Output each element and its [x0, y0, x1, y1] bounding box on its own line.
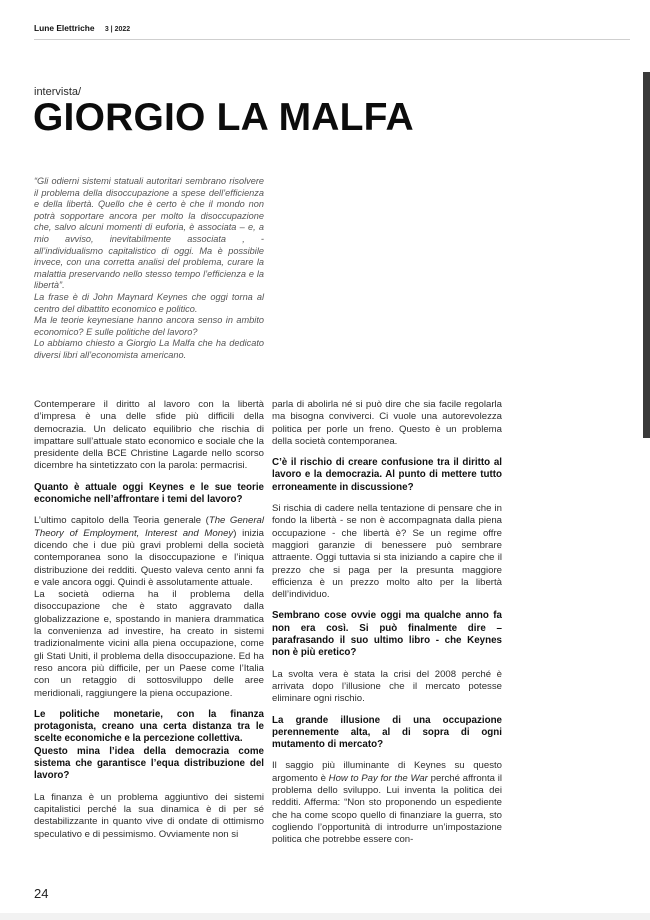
intro-paragraph: La frase è di John Maynard Keynes che oggi torna al centro del dibattito economico e politico.: [34, 291, 264, 314]
interview-question: La grande illusione di una occupazione perennemente alta, al di sopra di ogni mutamento di mercato?: [272, 714, 502, 751]
body-paragraph: La società odierna ha il problema della disoccupazione che è stato aggravato dalla globalizzazione e, spostando in maniera drammatica la convenienza ad investire, ha creato in sistemi tradizionalmente vicini alla piena occupazione, come gli Stati Uniti, il problema della disoccupazione. Ed ha reso ancora più difficile, per un Paese come l’Italia con un retaggio di sottosviluppo delle aree meridionali, raggiungere la piena occupazione.: [34, 589, 264, 699]
right-text-column: [272, 399, 502, 856]
body-paragraph: L’ultimo capitolo della Teoria generale (The General Theory of Employment, Interest and Money) inizia dicendo che i due più gravi problemi della società contemporanea sono la disoccupazione e l’iniqua distribuzione dei redditi. Questo valeva cento anni fa e vale ancora oggi. Quindi è assolutamente attuale.: [34, 515, 265, 588]
body-paragraph: Contemperare il diritto al lavoro con la libertà d’impresa è una delle sfide più difficili della democrazia. Un delicato equilibrio che rischia di impattare sull’attuale stato economico e sociale che la presidente della BCE Christine Lagarde nello scorso dicembre ha sintetizzato con la parola: permacrisi.: [34, 399, 264, 472]
body-paragraph: Il saggio più illuminante di Keynes su questo argomento è How to Pay for the War perché affronta il problema dello sviluppo. Lui inventa la politica dei redditi. Afferma: “Non sto proponendo un espediente che ha come scopo quello di finanziare la guerra, sto cogliendo l’opportunità di introdurre un’impostazione politica che potrebbe essere con-: [272, 760, 502, 846]
page-edge-shadow: [643, 72, 650, 438]
page-bottom-edge: [0, 913, 650, 920]
interview-question: Quanto è attuale oggi Keynes e le sue teorie economiche nell’affrontare i temi del lavoro?: [34, 481, 264, 506]
issue-number: 3 | 2022: [104, 26, 131, 33]
book-title: How to Pay for the War: [328, 772, 428, 784]
body-paragraph: parla di abolirla né si può dire che sia facile regolarla ma bisogna conviverci. Ci vuole una autorevolezza politica per porle un freno. Questo è un problema della società contemporanea.: [272, 399, 502, 447]
article-intro: [34, 176, 264, 362]
interview-question: Questo mina l’idea della democrazia come sistema che garantisce l’equa distribuzione del lavoro?: [34, 745, 264, 782]
intro-quote: “Gli odierni sistemi statuali autoritari sembrano risolvere il problema della disoccupazione a spese dell’efficienza e della libertà. Quello che è certo è che il mondo non potrà sopportare ancora per molto la disoccupazione che, salvo alcuni momenti di euforia, è associata – e, a mio avviso, inevitabilmente associata , - all’individualismo capitalistico di oggi. Ma è possibile invece, con una corretta analisi del problema, curare la malattia preservando nello stesso tempo l’efficienza e la libertà”.: [34, 176, 264, 291]
magazine-name: Lune Elettriche: [34, 23, 95, 33]
section-kicker: intervista/: [34, 86, 82, 98]
book-title: The General Theory of Employment, Interest and Money: [34, 515, 265, 539]
body-paragraph: La svolta vera è stata la crisi del 2008 perché è arrivata dopo l’illusione che il mercato potesse eliminare ogni rischio.: [272, 668, 502, 705]
body-paragraph: La finanza è un problema aggiuntivo dei sistemi capitalistici perché la sua dinamica è di per sé destabilizzante in quanto vive di ondate di ottimismo speculativo e di pessimismo. Ovviamente non si: [34, 791, 264, 840]
intro-paragraph: Ma le teorie keynesiane hanno ancora senso in ambito economico? E sulle politiche del lavoro?: [34, 315, 264, 337]
article-title: GIORGIO LA MALFA: [33, 96, 414, 139]
body-paragraph: Si rischia di cadere nella tentazione di pensare che in fondo la libertà - se non è accompagnata dalla piena occupazione - che libertà è? Se un regime offre maggiori garanzie di benessere può sembrare attraente. Oggi tuttavia si sta iniziando a capire che il prezzo che si paga per la presunta maggiore efficienza è un prezzo molto alto per la libertà dell’individuo.: [272, 503, 502, 601]
interview-question: Sembrano cose ovvie oggi ma qualche anno fa non era così. Si può finalmente dire – parafrasando il suo ultimo libro - che Keynes non è più eretico?: [272, 610, 502, 659]
running-header: [34, 23, 130, 33]
interview-question: C’è il rischio di creare confusione tra il diritto al lavoro e la democrazia. Al punto di mettere tutto erroneamente in discussione?: [272, 457, 502, 493]
header-divider: [34, 39, 630, 40]
intro-paragraph: Lo abbiamo chiesto a Giorgio La Malfa che ha dedicato diversi libri all’economista americano.: [34, 338, 264, 360]
page-number: 24: [34, 886, 49, 901]
left-text-column: [34, 399, 264, 850]
interview-question: Le politiche monetarie, con la finanza protagonista, creano una certa distanza tra le scelte economiche e la percezione collettiva.: [34, 708, 264, 745]
